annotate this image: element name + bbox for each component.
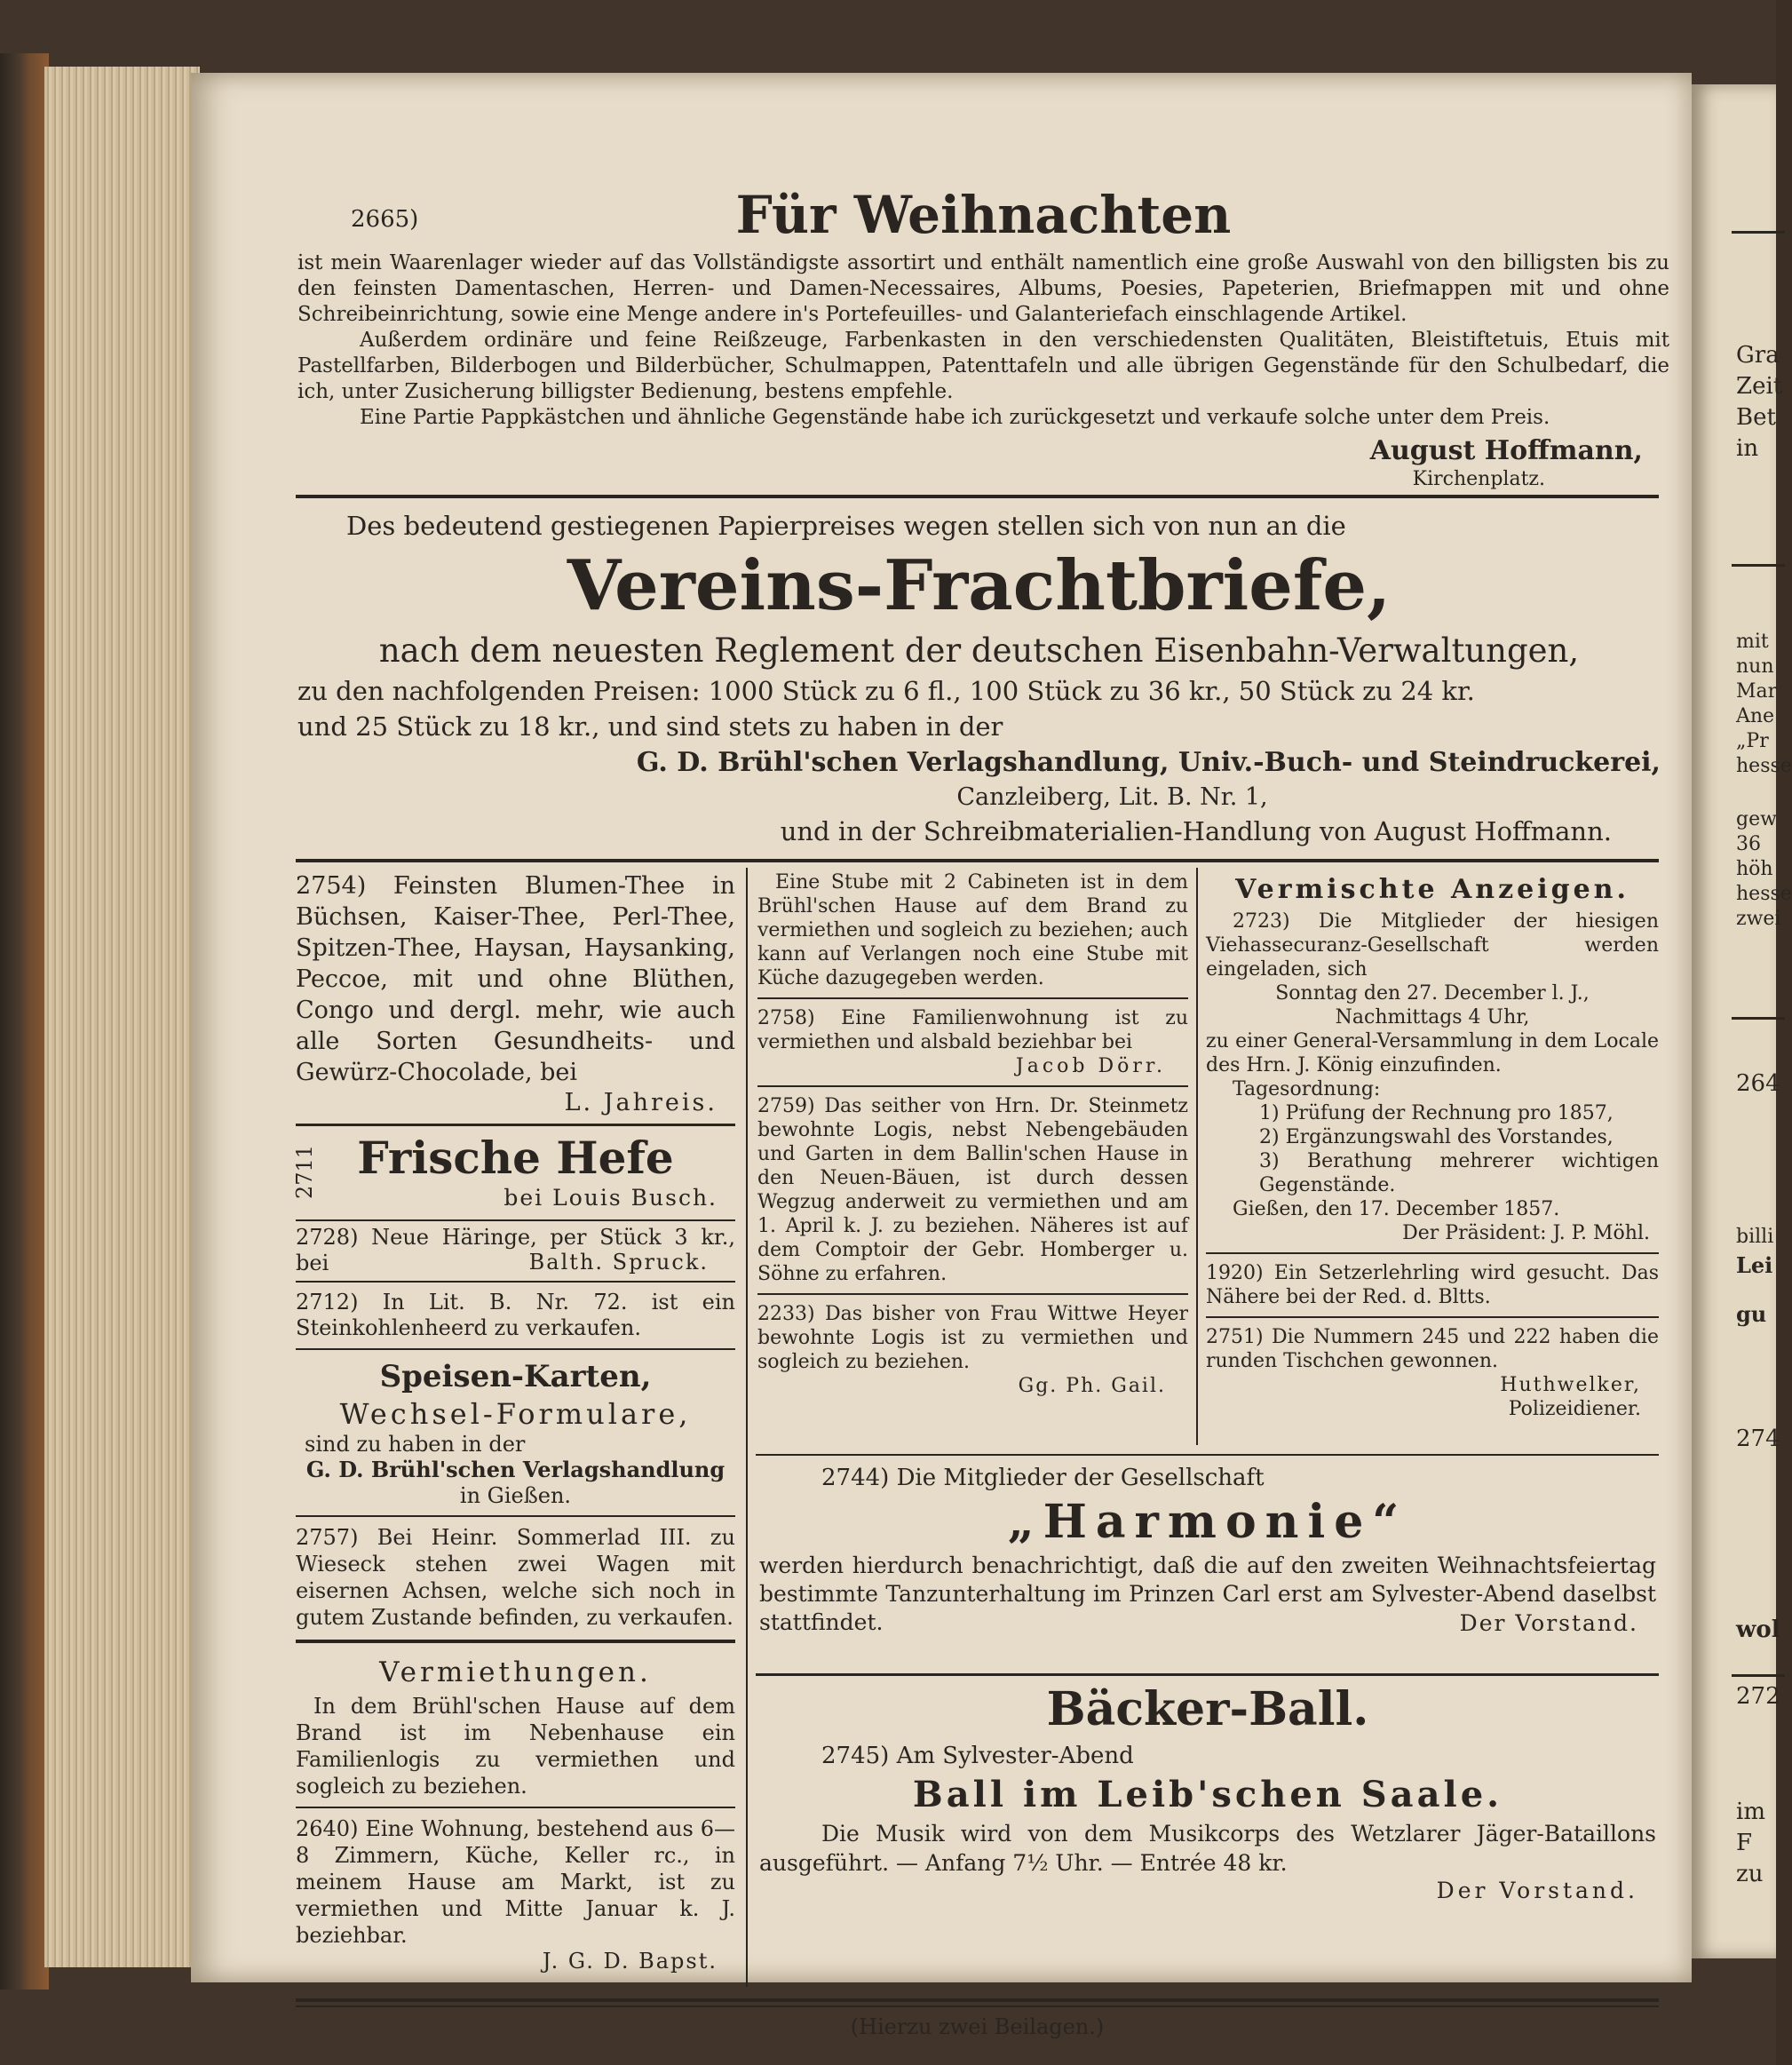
divider xyxy=(1732,564,1785,567)
ad-thee: 2754) Feinsten Blumen-Thee in Büchsen, Kaiser-Thee, Perl-Thee, Spitzen-Thee, Haysan, Haysanking, Peccoe, mit und ohne Blüthen, Congo und dergl. mehr, wie auch alle Sorten Gesundheits- und Gewürz-Chocolade, bei xyxy=(296,872,735,1086)
divider xyxy=(1732,1017,1785,1020)
divider xyxy=(756,1454,1659,1456)
ad-title: Frische Hefe xyxy=(357,1132,674,1184)
meeting-time: Nachmittags 4 Uhr, xyxy=(1335,1006,1530,1029)
ad-intro: 2745) Am Sylvester-Abend xyxy=(821,1743,1134,1769)
section-heading: Vermiethungen. xyxy=(379,1656,652,1688)
text-fragment: „Pr xyxy=(1736,730,1769,752)
ad-title: Für Weihnachten xyxy=(735,185,1232,245)
price-line: zu den nachfolgenden Preisen: 1000 Stück zu 6 fl., 100 Stück zu 36 kr., 50 Stück zu 24 kr. xyxy=(297,676,1475,706)
ad-signature: Polizeidiener. xyxy=(1508,1398,1641,1420)
ad-paragraph: werden hierdurch benachrichtigt, daß die auf den zweiten Weihnachtsfeiertag bestimmte Tanzunterhaltung im Prinzen Carl erst am Sylvester-Abend daselbst stattfindet. xyxy=(759,1553,1656,1635)
page-edges xyxy=(44,67,200,1967)
text-fragment: hesse xyxy=(1736,883,1792,905)
adjacent-page-fragment xyxy=(1692,84,1792,1958)
agenda-heading: Tagesordnung: xyxy=(1233,1078,1381,1100)
divider xyxy=(1732,1674,1785,1677)
ad-title: „Harmonie“ xyxy=(1007,1495,1408,1549)
ad-signature: Balth. Spruck. xyxy=(528,1250,709,1275)
text-fragment: wol xyxy=(1736,1616,1780,1643)
column-right xyxy=(1206,870,1659,1421)
ad-signature: Gg. Ph. Gail. xyxy=(1018,1375,1166,1397)
ad-frachtbriefe xyxy=(297,508,1661,849)
ad-heyer: 2233) Das bisher von Frau Wittwe Heyer bewohnte Logis ist zu vermiethen und sogleich zu beziehen. xyxy=(757,1303,1188,1373)
text-fragment: Lei xyxy=(1736,1252,1773,1278)
divider xyxy=(296,1998,1659,2002)
price-line: und 25 Stück zu 18 kr., und sind stets zu haben in der xyxy=(297,711,1003,742)
divider xyxy=(757,997,1188,999)
notice-signature: Der Präsident: J. P. Möhl. xyxy=(1402,1222,1650,1244)
ad-wohnung: 2640) Eine Wohnung, bestehend aus 6—8 Zimmern, Küche, Keller rc., in meinem Hause am Markt, ist zu vermiethen und Mitte Januar k. J. beziehbar. xyxy=(296,1816,735,1948)
ad-number: 2665) xyxy=(351,206,419,233)
signature: August Hoffmann, xyxy=(1369,435,1643,466)
ad-intro: Des bedeutend gestiegenen Papierpreises wegen stellen sich von nun an die xyxy=(346,511,1346,541)
text-fragment: gu xyxy=(1736,1301,1767,1327)
ad-setzer: 1920) Ein Setzerlehrling wird gesucht. Das Nähere bei der Red. d. Bltts. xyxy=(1206,1262,1659,1308)
book-binding xyxy=(0,53,49,1990)
section-heading: Vermischte Anzeigen. xyxy=(1235,874,1629,905)
ad-subtitle: nach dem neuesten Reglement der deutschen Eisenbahn-Verwaltungen, xyxy=(378,631,1580,670)
text-fragment: hesse xyxy=(1736,755,1792,777)
column-rule xyxy=(746,868,748,1987)
ad-steinkohlen: 2712) In Lit. B. Nr. 72. ist ein Steinkohlenheerd zu verkaufen. xyxy=(296,1290,735,1340)
text-fragment: 264 xyxy=(1736,1070,1780,1097)
text-fragment: Zeit xyxy=(1736,373,1783,400)
agenda-item: 3) Berathung mehrerer wichtigen Gegenstände. xyxy=(1259,1150,1659,1196)
divider xyxy=(296,495,1659,498)
ad-number-vertical: 2711 xyxy=(292,1144,318,1200)
column-middle xyxy=(757,870,1188,1398)
text-fragment: Gra xyxy=(1736,342,1780,369)
text-fragment: gew xyxy=(1736,808,1777,830)
ad-paragraph: Die Musik wird von dem Musikcorps des Wetzlarer Jäger-Bataillons ausgeführt. — Anfang 7½ Uhr. — Entrée 48 kr. xyxy=(759,1821,1656,1876)
ad-signature: bei Louis Busch. xyxy=(504,1185,718,1211)
divider xyxy=(296,1807,735,1808)
divider xyxy=(296,1348,735,1350)
ad-signature: Jacob Dörr. xyxy=(1015,1055,1166,1077)
divider xyxy=(296,859,1659,862)
text-fragment: 36 xyxy=(1736,833,1761,855)
text-fragment: zwei xyxy=(1736,908,1781,930)
firm-name: G. D. Brühl'schen Verlagshandlung, Univ.-Buch- und Steindruckerei, xyxy=(636,747,1661,778)
column-rule xyxy=(1196,868,1198,1445)
ad-familien: 2758) Eine Familienwohnung ist zu vermiethen und alsbald beziehbar bei xyxy=(757,1007,1188,1053)
ad-title: Bäcker-Ball. xyxy=(1046,1682,1369,1736)
text-fragment: Ane xyxy=(1736,705,1775,727)
ad-signature: Der Vorstand. xyxy=(1436,1878,1638,1903)
text-fragment: mit xyxy=(1736,631,1769,653)
ad-weihnachten xyxy=(297,179,1669,491)
ad-line: in Gießen. xyxy=(459,1483,572,1508)
text-fragment: 272 xyxy=(1736,1683,1780,1710)
divider xyxy=(296,1281,735,1283)
also-available: und in der Schreibmaterialien-Handlung von August Hoffmann. xyxy=(780,816,1612,846)
ad-paragraph: Außerdem ordinäre und feine Reißzeuge, Farbenkasten in den verschiedensten Qualitäten, Bleistiftetuis, Etuis mit Pastellfarben, Bilderbogen und Bilderbücher, Schulmappen, Patenttafeln und alle übrigen Gegenstände für den Schulbedarf, die ich, unter Zusicherung billigster Bedienung, bestens empfehle. xyxy=(297,329,1669,403)
text-fragment: höh xyxy=(1736,858,1773,880)
signature-place: Kirchenplatz. xyxy=(1412,468,1545,490)
ad-paragraph: Eine Partie Pappkästchen und ähnliche Gegenstände habe ich zurückgesetzt und verkaufe solche unter dem Preis. xyxy=(360,406,1550,429)
divider xyxy=(1732,231,1785,234)
text-fragment: 274 xyxy=(1736,1426,1780,1452)
ad-hefe xyxy=(292,1132,735,1216)
column-left xyxy=(292,870,735,1974)
ad-title: Speisen-Karten, xyxy=(379,1359,652,1394)
firm-address: Canzleiberg, Lit. B. Nr. 1, xyxy=(956,783,1268,811)
divider xyxy=(296,1219,735,1221)
divider xyxy=(296,2005,1659,2007)
ad-viehversicherung: 2723) Die Mitglieder der hiesigen Viehassecuranz-Gesellschaft werden eingeladen, sich xyxy=(1206,910,1659,981)
ad-vermietung: In dem Brühl'schen Hause auf dem Brand ist im Nebenhause ein Familienlogis zu vermiethen und sogleich zu beziehen. xyxy=(296,1694,735,1799)
ad-title: Vereins-Frachtbriefe, xyxy=(567,545,1392,626)
ad-line: sind zu haben in der xyxy=(305,1432,526,1457)
divider xyxy=(1206,1316,1659,1318)
divider xyxy=(756,1673,1659,1676)
ad-subtitle: Ball im Leib'schen Saale. xyxy=(912,1774,1503,1815)
ad-signature: J. G. D. Bapst. xyxy=(542,1949,718,1974)
text-fragment: F xyxy=(1736,1830,1753,1856)
meeting-date: Sonntag den 27. December l. J., xyxy=(1275,982,1590,1005)
ad-intro: 2744) Die Mitglieder der Gesellschaft xyxy=(821,1465,1265,1491)
text-fragment: Mar xyxy=(1736,680,1778,703)
divider xyxy=(757,1085,1188,1087)
ad-harmonie xyxy=(759,1463,1656,1637)
divider xyxy=(1206,1252,1659,1254)
notice-date: Gießen, den 17. December 1857. xyxy=(1233,1198,1560,1220)
text-fragment: nun xyxy=(1736,655,1774,678)
agenda-item: 2) Ergänzungswahl des Vorstandes, xyxy=(1259,1126,1614,1148)
text-fragment: Bet xyxy=(1736,404,1776,431)
page-footer: (Hierzu zwei Beilagen.) xyxy=(850,2014,1105,2039)
ad-haringe: 2728) Neue Häringe, per Stück 3 kr., bei xyxy=(296,1225,735,1275)
ad-stube: Eine Stube mit 2 Cabineten ist in dem Brühl'schen Hause auf dem Brand zu vermiethen und sogleich zu beziehen; auch kann auf Verlangen noch eine Stube mit Küche dazugegeben werden. xyxy=(757,871,1188,989)
newspaper-page xyxy=(191,73,1692,2039)
meeting-place: zu einer General-Versammlung in dem Locale des Hrn. J. König einzufinden. xyxy=(1206,1030,1659,1076)
divider xyxy=(296,1124,735,1126)
ad-line: G. D. Brühl'schen Verlagshandlung xyxy=(305,1457,726,1482)
agenda-item: 1) Prüfung der Rechnung pro 1857, xyxy=(1259,1102,1614,1124)
ad-title: Wechsel-Formulare, xyxy=(339,1397,692,1431)
ad-signature: Der Vorstand. xyxy=(1459,1610,1638,1636)
ad-signature: L. Jahreis. xyxy=(564,1089,718,1116)
divider xyxy=(296,1515,735,1517)
ad-baecker-ball xyxy=(759,1679,1656,1904)
ad-logis: 2759) Das seither von Hrn. Dr. Steinmetz bewohnte Logis, nebst Nebengebäuden und Garten in dem Ballin'schen Hause in den Neuen-Bäuen, ist durch dessen Wegzug anderweit zu vermiethen und am 1. April k. J. zu beziehen. Näheres ist auf dem Comptoir der Gebr. Homberger u. Söhne zu erfahren. xyxy=(757,1095,1188,1285)
ad-wagen: 2757) Bei Heinr. Sommerlad III. zu Wieseck stehen zwei Wagen mit eisernen Achsen, welche sich noch in gutem Zustande befinden, zu verkaufen. xyxy=(296,1525,735,1630)
divider xyxy=(296,1640,735,1643)
text-fragment: zu xyxy=(1736,1861,1764,1887)
ad-signature: Huthwelker, xyxy=(1500,1374,1641,1396)
text-fragment: im xyxy=(1736,1799,1765,1825)
text-fragment: in xyxy=(1736,435,1759,462)
ad-paragraph: ist mein Waarenlager wieder auf das Vollständigste assortirt und enthält namentlich eine große Auswahl von den billigsten bis zu den feinsten Damentaschen, Herren- und Damen-Necessaires, Albums, Poesies, Papeterien, Briefmappen mit und ohne Schreibeinrichtung, sowie eine Menge andere in's Portefeuilles- und Galanteriefach einschlagende Artikel. xyxy=(297,251,1669,326)
divider xyxy=(757,1293,1188,1295)
text-fragment: billi xyxy=(1736,1226,1774,1248)
ad-nummern: 2751) Die Nummern 245 und 222 haben die runden Tischchen gewonnen. xyxy=(1206,1326,1659,1372)
